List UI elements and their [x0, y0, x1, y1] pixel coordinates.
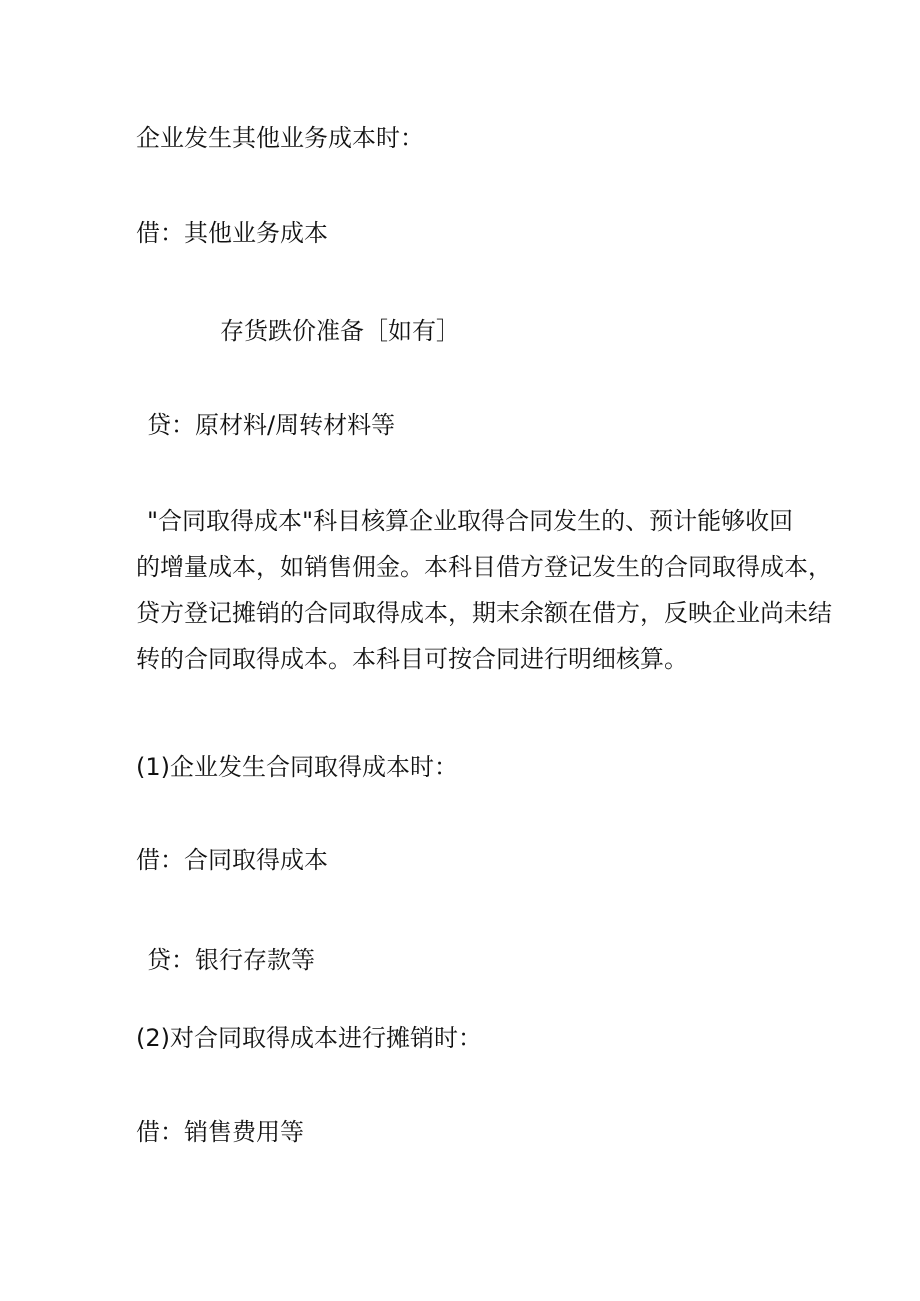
paragraph-row: 贷方登记摊销的合同取得成本，期末余额在借方，反映企业尚未结 — [136, 599, 832, 627]
step-1-heading: (1)企业发生合同取得成本时： — [136, 753, 458, 781]
paragraph-row: 的增量成本，如销售佣金。本科目借方登记发生的合同取得成本， — [136, 553, 832, 581]
paragraph-row: "合同取得成本"科目核算企业取得合同发生的、预计能够收回 — [147, 507, 794, 535]
paragraph-row: 转的合同取得成本。本科目可按合同进行明细核算。 — [136, 645, 688, 673]
inventory-impairment-line: 存货跌价准备［如有］ — [220, 317, 460, 345]
debit-contract-cost: 借：合同取得成本 — [136, 846, 328, 874]
credit-raw-materials: 贷：原材料/周转材料等 — [147, 411, 396, 439]
debit-selling-expense: 借：销售费用等 — [136, 1118, 304, 1146]
credit-bank-deposit: 贷：银行存款等 — [147, 946, 315, 974]
heading-other-business-cost: 企业发生其他业务成本时： — [136, 124, 424, 152]
contract-cost-paragraph — [136, 498, 832, 682]
step-2-heading: (2)对合同取得成本进行摊销时： — [136, 1024, 482, 1052]
debit-other-business-cost: 借：其他业务成本 — [136, 219, 328, 247]
